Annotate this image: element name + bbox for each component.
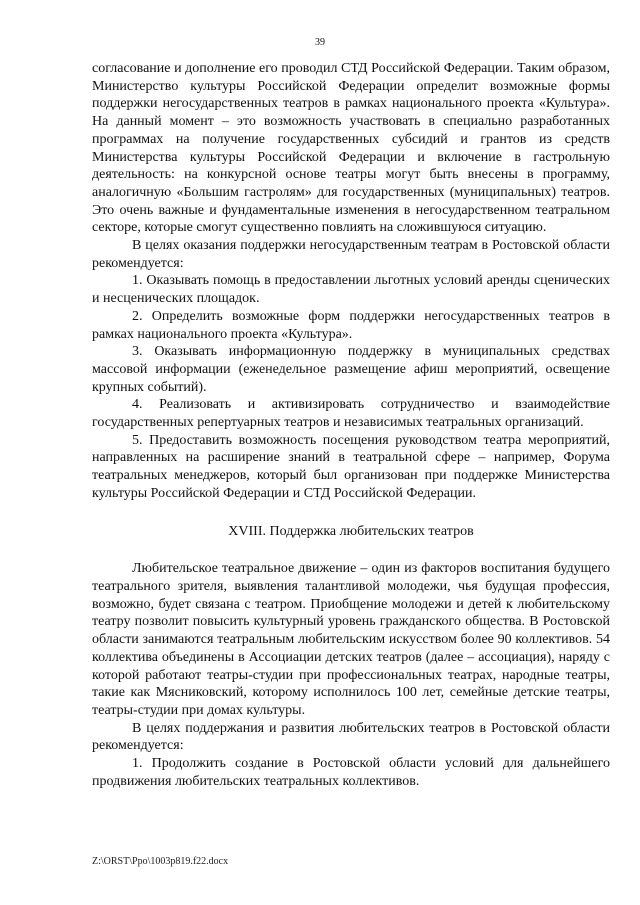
list-item: 1. Продолжить создание в Ростовской области условий для дальнейшего продвижения любительских театральных коллективов. — [92, 756, 610, 789]
paragraph-intro: согласование и дополнение его проводил СТД Российской Федерации. Таким образом, Министерство культуры Российской Федерации определит возможные формы поддержки негосударственных театров в рамках национального проекта «Культура». На данный момент – это возможность участвовать в специально разработанных программах на получение государственных субсидий и грантов из средств Министерства культуры Российской Федерации и включение в гастрольную деятельность: на конкурсной основе театры могут быть внесены в программу, аналогичную «Большим гастролям» для государственных (муниципальных) театров. Это очень важные и фундаментальные изменения в негосударственном театральном секторе, которые смогут существенно повлиять на сложившуюся ситуацию. — [92, 61, 610, 236]
list-item: 3. Оказывать информационную поддержку в муниципальных средствах массовой информации (еженедельное размещение афиш мероприятий, освещение крупных событий). — [92, 344, 610, 395]
list-item: 2. Определить возможные форм поддержки негосударственных театров в рамках национального проекта «Культура». — [92, 308, 610, 342]
page-number: 39 — [315, 37, 325, 48]
list-item: 5. Предоставить возможность посещения руководством театра мероприятий, направленных на расширение знаний в театральной сфере – например, Форума театральных менеджеров, который был организован при поддержке Министерства культуры Российской Федерации и СТД Российской Федерации. — [92, 432, 610, 501]
paragraph-recommendation-lead: В целях поддержания и развития любительских театров в Ростовской области рекомендуется: — [92, 720, 610, 754]
footer-file-path: Z:\ORST\Ppo\1003p819.f22.docx — [92, 856, 229, 867]
paragraph-amateur-theatre: Любительское театральное движение – один из факторов воспитания будущего театрального зрителя, выявления талантливой молодежи, чья будущая профессия, возможно, будет связана с театром. Приобщение молодежи и детей к любительскому театру позволит повысить культурный уровень гражданского общества. В Ростовской области занимаются театральным любительским искусством более 90 коллективов. 54 коллектива объединены в Ассоциации детских театров (далее – ассоциация), наряду с которой работают театры-студии при профессиональных театрах, народные театры, такие как Мясниковский, которому исполнилось 100 лет, семейные детские театры, театры-студии при домах культуры. — [92, 561, 610, 718]
paragraph-recommendation-lead: В целях оказания поддержки негосударственным театрам в Ростовской области рекомендуется: — [92, 238, 610, 271]
document-body — [92, 60, 610, 790]
list-item: 4. Реализовать и активизировать сотрудничество и взаимодействие государственных репертуарных театров и независимых театральных организаций. — [92, 397, 610, 431]
section-heading: XVIII. Поддержка любительских театров — [228, 523, 474, 539]
list-item: 1. Оказывать помощь в предоставлении льготных условий аренды сценических и несценических площадок. — [92, 273, 610, 307]
